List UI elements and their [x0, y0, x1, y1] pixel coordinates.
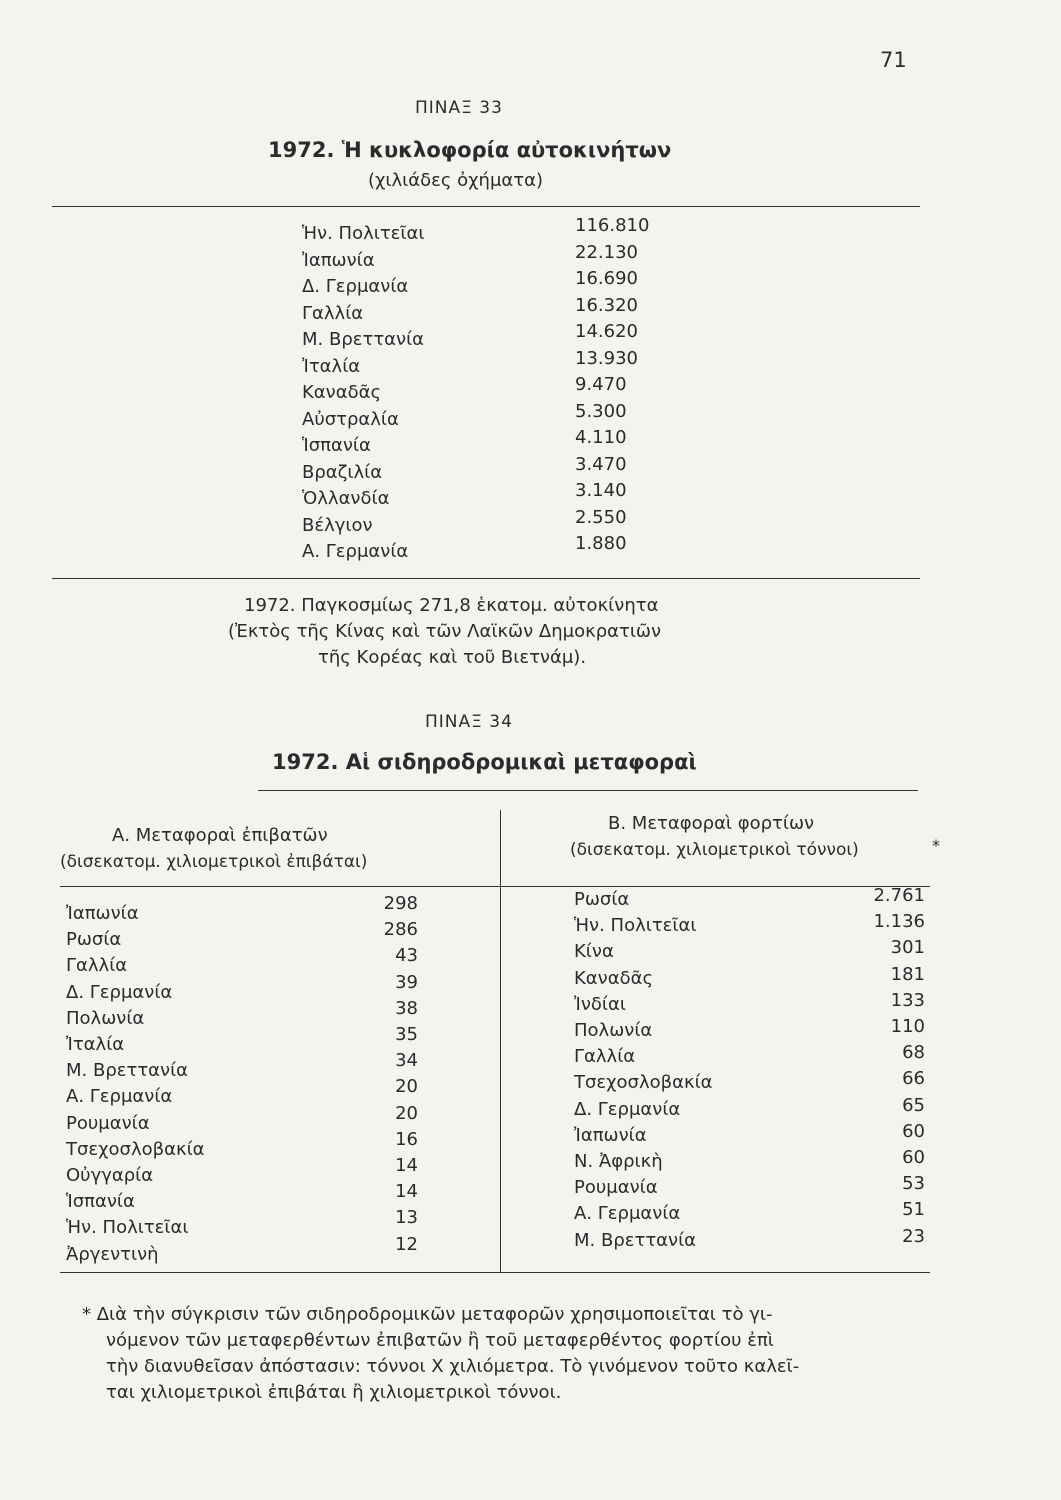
table34-left-country: Ρωσία: [66, 929, 122, 951]
table34-left-value: 38: [395, 997, 418, 1019]
table34-left-value: 20: [395, 1076, 418, 1098]
table33-title: 1972. Ἡ κυκλοφορία αὐτοκινήτων: [268, 138, 672, 162]
table34-column-divider: [500, 810, 501, 1272]
table34-right-value: 301: [890, 937, 925, 959]
footnote-line-2: νόμενον τῶν μεταφερθέντων ἐπιβατῶν ἢ τοῦ μεταφερθέντος φορτίου ἐπὶ: [106, 1330, 774, 1351]
table34-right-country: Καναδᾶς: [574, 967, 654, 989]
table34-left-subheading: (δισεκατομ. χιλιομετρικοὶ ἐπιβάται): [60, 852, 368, 872]
footnote-line-3: τὴν διανυθεῖσαν ἀπόστασιν: τόννοι Χ χιλιόμετρα. Τὸ γινόμενον τοῦτο καλεῖ-: [106, 1356, 800, 1377]
table34-right-value: 110: [890, 1016, 925, 1037]
table33-value: 5.300: [575, 400, 627, 422]
table34-left-country: Τσεχοσλοβακία: [66, 1138, 205, 1160]
table34-left-value: 34: [395, 1050, 418, 1072]
table34-right-country: Κίνα: [574, 941, 614, 963]
table33-value: 16.690: [575, 268, 638, 289]
table34-left-value: 12: [395, 1233, 418, 1255]
table34-right-value: 181: [890, 963, 925, 985]
table34-right-country: Ἡν. Πολιτεῖαι: [574, 915, 697, 937]
table34-right-value: 51: [902, 1199, 925, 1221]
table33-country: Καναδᾶς: [302, 382, 382, 403]
table33-subtitle: (χιλιάδες ὀχήματα): [368, 170, 544, 191]
table34-left-country: Ἱσπανία: [66, 1191, 135, 1213]
table34-right-subheading: (δισεκατομ. χιλιομετρικοὶ τόννοι): [570, 840, 859, 860]
table34-right-country: Ἰνδίαι: [574, 993, 626, 1015]
table34-right-country: Πολωνία: [574, 1020, 653, 1041]
table34-right-country: Μ. Βρεττανία: [574, 1229, 697, 1251]
table34-left-country: Α. Γερμανία: [66, 1086, 173, 1108]
table34-left-value: 20: [395, 1102, 418, 1124]
table34-right-value: 133: [890, 989, 925, 1011]
table34-left-country: Πολωνία: [66, 1007, 145, 1029]
table33-country: Γαλλία: [302, 302, 364, 324]
table34-left-value: 39: [395, 971, 418, 993]
table33-footer-line-2: (Ἐκτὸς τῆς Κίνας καὶ τῶν Λαϊκῶν Δημοκρατιῶν: [228, 621, 662, 642]
table34-right-country: Ν. Ἀφρικὴ: [574, 1151, 663, 1172]
table33-country: Βραζιλία: [302, 461, 383, 483]
table33-country: Ἡν. Πολιτεῖαι: [302, 223, 425, 244]
table33-value: 14.620: [575, 321, 638, 342]
table34-right-heading: Β. Μεταφοραὶ φορτίων: [608, 813, 815, 834]
table33-country: Α. Γερμανία: [302, 541, 409, 562]
table34-left-country: Δ. Γερμανία: [66, 981, 173, 1003]
table34-left-value: 35: [395, 1024, 418, 1045]
table34-right-value: 65: [902, 1094, 925, 1116]
footnote-line-4: ται χιλιομετρικοὶ ἐπιβάται ἢ χιλιομετρικοὶ τόννοι.: [106, 1382, 562, 1403]
table34-right-value: 66: [902, 1068, 925, 1090]
table34-left-country: Γαλλία: [66, 955, 128, 977]
table34-left-value: 16: [395, 1128, 418, 1150]
table34-asterisk: *: [932, 836, 940, 855]
table34-left-country: Ἀργεντινὴ: [66, 1243, 159, 1265]
table34-right-country: Ρουμανία: [574, 1177, 658, 1199]
page-number: 71: [880, 48, 907, 72]
table33-country: Μ. Βρεττανία: [302, 329, 425, 350]
table34-left-value: 14: [395, 1181, 418, 1203]
table33-footer-line-3: τῆς Κορέας καὶ τοῦ Βιετνάμ).: [318, 647, 587, 668]
table34-right-value: 1.136: [873, 911, 925, 933]
table34-left-country: Ἡν. Πολιτεῖαι: [66, 1217, 189, 1239]
table34-left-country: Ἰαπωνία: [66, 903, 139, 924]
table34-right-country: Α. Γερμανία: [574, 1203, 681, 1225]
table34-left-value: 13: [395, 1207, 418, 1229]
table33-country: Ὁλλανδία: [302, 488, 390, 509]
table33-value: 3.140: [575, 480, 627, 501]
table33-bottom-rule: [52, 578, 920, 579]
table33-country: Βέλγιον: [302, 514, 373, 536]
table33-top-rule: [52, 206, 920, 207]
table33-value: 13.930: [575, 347, 638, 369]
table34-header-rule: [60, 886, 930, 887]
table34-left-value: 14: [395, 1155, 418, 1176]
table33-value: 116.810: [575, 215, 650, 236]
table34-right-country: Ἰαπωνία: [574, 1124, 647, 1146]
table34-left-value: 298: [383, 893, 418, 914]
table33-value: 2.550: [575, 506, 627, 528]
table34-bottom-rule: [60, 1272, 930, 1273]
table34-right-country: Δ. Γερμανία: [574, 1098, 681, 1120]
footnote-line-1: * Διὰ τὴν σύγκρισιν τῶν σιδηροδρομικῶν μεταφορῶν χρησιμοποιεῖται τὸ γι-: [82, 1304, 773, 1325]
table34-left-country: Ρουμανία: [66, 1112, 150, 1134]
table33-value: 4.110: [575, 427, 627, 448]
table34-label: ΠΙΝΑΞ 34: [425, 712, 513, 732]
table34-left-heading: Α. Μεταφοραὶ ἐπιβατῶν: [112, 825, 328, 846]
table33-country: Ἰταλία: [302, 355, 361, 377]
table34-left-country: Μ. Βρεττανία: [66, 1060, 189, 1082]
table34-right-country: Τσεχοσλοβακία: [574, 1072, 713, 1094]
table34-right-value: 53: [902, 1173, 925, 1195]
table34-right-country: Γαλλία: [574, 1046, 636, 1068]
table34-left-value: 286: [383, 919, 418, 941]
table33-value: 9.470: [575, 374, 627, 395]
table34-right-value: 23: [902, 1225, 925, 1247]
table34-left-country: Οὐγγαρία: [66, 1165, 154, 1186]
table33-country: Ἰαπωνία: [302, 249, 375, 271]
table34-right-value: 68: [902, 1042, 925, 1064]
table33-value: 22.130: [575, 241, 638, 263]
table34-left-country: Ἰταλία: [66, 1034, 125, 1055]
table33-footer-line-1: 1972. Παγκοσμίως 271,8 ἑκατομ. αὐτοκίνητα: [244, 595, 659, 616]
table33-value: 3.470: [575, 453, 627, 475]
table34-right-value: 60: [902, 1120, 925, 1142]
table33-country: Αὐστραλία: [302, 408, 399, 430]
table33-country: Ἱσπανία: [302, 435, 371, 456]
table34-right-country: Ρωσία: [574, 889, 630, 910]
table34-left-value: 43: [395, 945, 418, 967]
table33-value: 1.880: [575, 533, 627, 554]
table33-value: 16.320: [575, 294, 638, 316]
table34-top-rule: [258, 790, 918, 791]
table33-label: ΠΙΝΑΞ 33: [415, 98, 503, 118]
table34-title: 1972. Αἱ σιδηροδρομικαὶ μεταφοραὶ: [272, 750, 697, 774]
table34-right-value: 2.761: [873, 885, 925, 906]
table34-right-value: 60: [902, 1147, 925, 1168]
table33-country: Δ. Γερμανία: [302, 276, 409, 297]
